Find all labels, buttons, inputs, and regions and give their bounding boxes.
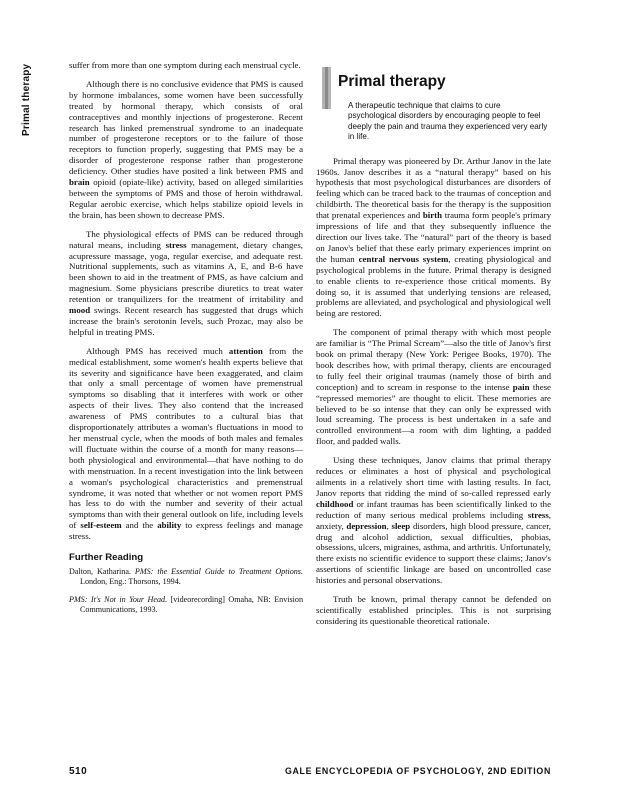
running-head: Primal therapy: [21, 63, 32, 137]
text-run: management, dietary changes, acupressure massage, yoga, regular exercise, and adequate rest. Nutritional supplements, such as vitamins A, E, and B-6 have been shown to aid in the treatment of PMS, as have calcium and magnesium. Some physicians prescribe diuretics to treat water retention or tranquilizers for the treatment of irritability and: [69, 239, 303, 305]
reference-author: Dalton, Katharina.: [69, 566, 131, 576]
text-run: from the medical establishment, some women's health experts believe that its severity and significance have been exaggerated, and claim that only a small percentage of women have premenstrual symptoms so disabling that it interferes with work or other aspects of their lives. They also contend that the increased awareness of PMS contributes to a cultural bias that disproportionately attributes a woman's fluctuations in mood to her menstrual cycle, when the moods of both males and females will fluctuate within the course of a month for many reasons—both physiological and environmental—that have nothing to do with menstruation. In a recent investigation into the link between a woman's psychological characteristics and premenstrual syndrome, it was noted that whether or not women report PMS has less to do with the number and severity of their actual symptoms than with their general outlook on life, including levels of: [69, 345, 303, 531]
reference-entry: [69, 567, 303, 587]
title-accent-bar: [322, 67, 331, 109]
reference-publisher: [videorecording] Omaha, NB: Envision Communications, 1993.: [80, 594, 304, 614]
text-run: or infant traumas has been scientifically linked to the reduction of many serious medical problems including: [316, 498, 551, 520]
right-column: [316, 60, 551, 635]
bold-term: childhood: [316, 498, 354, 509]
paragraph: suffer from more than one symptom during each menstrual cycle.: [69, 60, 301, 70]
further-reading-heading: Further Reading: [69, 552, 144, 564]
text-run: , creating physiological and psychological problems in the future. Primal therapy is designed to enable clients to re-experience those critical moments. By doing so, it is assumed that underlying tensions are released, problems are alleviated, and psychological and physiological well being are restored.: [316, 253, 551, 319]
entry-definition: A therapeutic technique that claims to cure psychological disorders by encouraging people to feel deeply the pain and trauma they experienced very early in life.: [348, 101, 548, 142]
paragraph: [316, 156, 551, 320]
bold-term: brain: [69, 177, 90, 188]
text-run: opioid (opiate-like) activity, based on alleged similarities between the symptoms of PMS and those of heroin withdrawal. Regular aerobic exercise, which helps stabilize opioid levels in the brain, has been shown to decrease PMS.: [69, 177, 304, 220]
text-run: trauma form people's primary impressions of life and that they subsequently influence the direction our lives take. The “natural” part of the theory is based on Janov's belief that these early primary experiences imprint on the human: [316, 210, 551, 264]
entry-title-block: [316, 65, 551, 91]
paragraph: Truth be known, primal therapy cannot be defended on scientifically established principles. This is not surprising considering its questionable theoretical rationale.: [316, 594, 551, 626]
reference-title: PMS: the Essential Guide to Treatment Options.: [134, 566, 303, 576]
text-run: Although there is no conclusive evidence that PMS is caused by hormone imbalances, some women have been successfully treated by hormonal therapy, which consists of oral contraceptives and monthly injections of progesterone. Recent research has linked premenstrual syndrome to an inadequate number of progesterone receptors or to the failure of those receptors to function properly, suggesting that PMS may be a disorder of progesterone response rather than progesterone deficiency. Other studies have posited a link between PMS and: [69, 78, 303, 177]
bold-term: central nervous system: [358, 253, 449, 264]
bold-term: depression: [346, 520, 387, 531]
text-run: Primal therapy was pioneered by Dr. Arthur Janov in the late 1960s. Janov describes it as a “natural therapy” based on his hypothesis that most psychological disturbances are disorders of feeling which can be traced back to the traumas of conception and childbirth. The theoretical basis for the therapy is the supposition that prenatal experiences and: [316, 155, 551, 221]
text-run: these “repressed memories” are thought to elicit. These memories are believed to be so intense that they can only be expressed with loud screaming. The process is best undertaken in a safe and controlled environment—a room with dim lighting, a padded floor, and padded walls.: [316, 381, 551, 447]
text-run: Although PMS has received much: [86, 345, 223, 356]
bold-term: stress: [527, 509, 549, 520]
text-run: and the: [125, 520, 154, 531]
reference-publisher: London, Eng.: Thorsons, 1994.: [80, 576, 181, 586]
bold-term: sleep: [391, 520, 411, 531]
page-number: 510: [69, 766, 88, 777]
bold-term: birth: [422, 210, 443, 221]
bold-term: mood: [69, 305, 91, 316]
paragraph: [69, 346, 303, 542]
bold-term: self-esteem: [80, 520, 122, 531]
paragraph: [316, 455, 551, 586]
paragraph: [69, 79, 303, 221]
paragraph: [316, 327, 551, 447]
text-run: The physiological effects of PMS can be reduced through natural means, including: [69, 228, 303, 250]
reference-title: PMS: It's Not in Your Head.: [69, 594, 168, 604]
paragraph: [69, 229, 303, 338]
bold-term: stress: [165, 239, 187, 250]
left-column: [69, 60, 303, 623]
bold-term: pain: [512, 381, 530, 392]
text-run: disorders, high blood pressure, cancer, drug and alcohol addiction, sexual difficulties, phobias, obsessions, ulcers, migraines, asthma, and arthritis. Unfortunately, there exists no scientific evidence to support these claims; Janov's assertions of scientific linkage are based on uncontrolled case histories and personal observations.: [316, 520, 552, 586]
reference-entry: [69, 595, 303, 615]
entry-title: Primal therapy: [338, 73, 446, 90]
text-run: to express feelings and manage stress.: [69, 520, 303, 542]
bold-term: attention: [228, 345, 263, 356]
text-run: swings. Recent research has suggested that drugs which increase the brain's serotonin levels, such Prozac, may also be helpful in treating PMS.: [69, 305, 303, 337]
text-run: , anxiety,: [316, 509, 551, 531]
bold-term: ability: [157, 520, 182, 531]
text-run: The component of primal therapy with which most people are familiar is “The Primal Scream”—also the title of Janov's first book on primal therapy (New York: Perigee Books, 1970). The book describes how, with primal therapy, clients are encouraged to fully feel their original traumas (namely those of birth and conception) and to scream in response to the intense: [316, 327, 551, 392]
text-run: Using these techniques, Janov claims that primal therapy reduces or eliminates a host of physical and psychological ailments in a relatively short time with lasting results. In fact, Janov reports that ridding the mind of so-called repressed early: [316, 455, 551, 498]
book-title-footer: GALE ENCYCLOPEDIA OF PSYCHOLOGY, 2ND EDITION: [284, 766, 551, 776]
text-run: ,: [386, 520, 389, 531]
